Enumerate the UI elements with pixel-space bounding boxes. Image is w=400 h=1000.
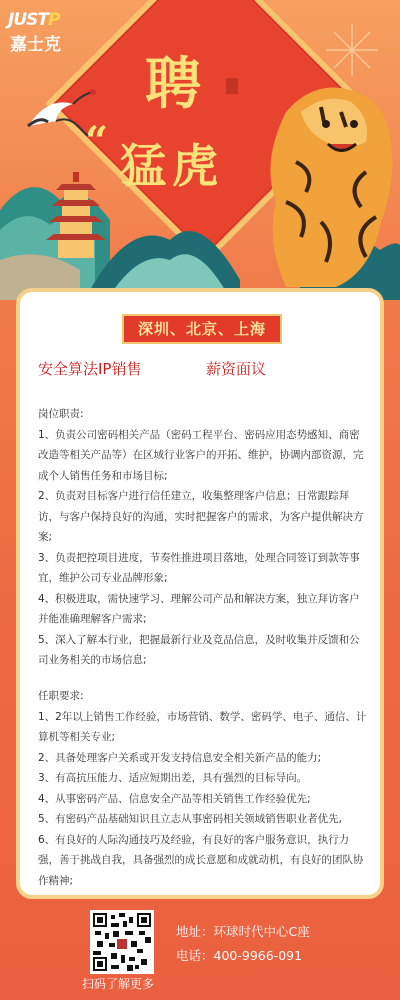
list-item: 1、负责公司密码相关产品（密码工程平台、密码应用态势感知、商密改造等相关产品等）在区域行业客户的开拓、维护，协调内部资源，完成个人销售任务和市场目标; [38, 428, 364, 482]
list-item: 3、有高抗压能力、适应短期出差，具有强烈的目标导向。 [38, 772, 308, 784]
job-title: 安全算法IP销售 [38, 360, 142, 378]
title-character: 聘 [145, 51, 201, 117]
duties-heading: 岗位职责: [38, 408, 84, 420]
tiger-illustration [246, 72, 400, 292]
requirements-section [38, 686, 368, 891]
phone-text[interactable]: 电话：400-9966-091 [176, 948, 303, 963]
list-item: 2、具备处理客户关系或开发支持信息安全相关新产品的能力; [38, 751, 322, 764]
scan-caption: 扫码了解更多 [82, 977, 155, 991]
list-item: 6、有良好的人际沟通技巧及经验，有良好的客户服务意识，执行力强，善于挑战自我，具备强烈的成长意愿和成就动机，有良好的团队协作精神; [38, 833, 364, 887]
crane-icon [18, 86, 98, 146]
company-logo: JUSTP 嘉士克 [8, 10, 61, 55]
requirements-heading: 任职要求: [38, 690, 84, 702]
list-item: 4、积极进取，需快速学习、理解公司产品和解决方案，独立拜访客户并能准确理解客户需求; [38, 592, 360, 625]
address-text: 地址：环球时代中心C座 [176, 924, 310, 939]
salary-text: 薪资面议 [206, 360, 267, 378]
subtitle: 猛虎 [120, 139, 224, 193]
seal-stamp [226, 78, 238, 94]
qr-code-icon[interactable] [90, 910, 154, 974]
list-item: 3、负责把控项目进度，节奏性推进项目落地，处理合同签订到款等事宜，维护公司专业品牌形象; [38, 551, 360, 584]
list-item: 5、深入了解本行业，把握最新行业及竞品信息，及时收集并反馈和公司业务相关的市场信息; [38, 633, 360, 666]
job-card [16, 288, 384, 899]
cities-banner: 深圳、北京、上海 [122, 314, 282, 344]
pagoda-icon [46, 172, 106, 262]
duties-section [38, 404, 368, 671]
list-item: 5、有密码产品基础知识且立志从事密码相关领域销售职业者优先, [38, 813, 343, 825]
quote-mark: “ [85, 118, 109, 165]
list-item: 2、负责对目标客户进行信任建立，收集整理客户信息；日常跟踪拜访，与客户保持良好的沟通，实时把握客户的需求，为客户提供解决方案; [38, 490, 364, 543]
list-item: 1、2年以上销售工作经验，市场营销、数学、密码学、电子、通信、计算机等相关专业; [38, 710, 367, 743]
list-item: 4、从事密码产品、信息安全产品等相关销售工作经验优先; [38, 792, 311, 805]
